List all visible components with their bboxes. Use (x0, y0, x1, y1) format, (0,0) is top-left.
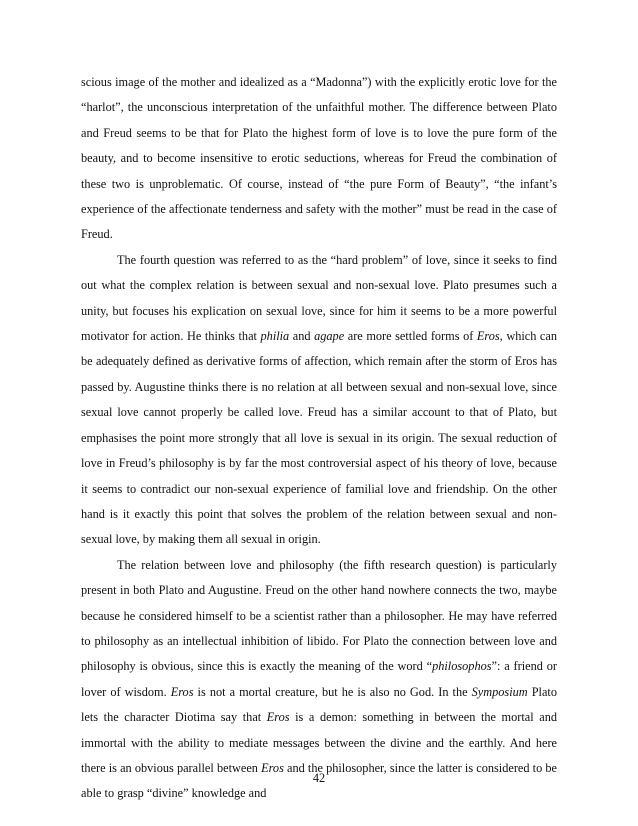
page-number: 42 (312, 771, 326, 785)
italic-text: Eros (170, 684, 194, 699)
text-run: The relation between love and philosophy (the fifth research question) is particularly present in both Plato and Augustine. Freud on the other hand nowhere connects the two, maybe because he considered himself to be a scientist rather than a philosopher. He may have referred to philosophy as an intellectual inhibition of libido. For Plato the connection between love and philosophy is obvious, since this is exactly the meaning of the word “ (81, 557, 557, 674)
italic-text: Eros (476, 329, 500, 344)
italic-text: Eros (266, 710, 290, 725)
text-run: ”: a friend or lover of wisdom. (81, 659, 557, 699)
text-run: is a demon: something in between the mortal and immortal with the ability to mediate messages between the divine and the earthly. And here there is an obvious parallel between (81, 710, 557, 775)
italic-text: philosophos (432, 659, 492, 674)
text-run: The fourth question was referred to as the “hard problem” of love, since it seeks to find out what the complex relation is between sexual and non-sexual love. Plato presumes such a unity, but focuses his explication on sexual love, since for him it seems to be a more powerful motivator for action. He thinks that (81, 252, 557, 344)
text-run: scious image of the mother and idealized as a “Madonna”) with the explicitly erotic love for the “harlot”, the unconscious interpretation of the unfaithful mother. The difference between Plato and Freud seems to be that for Plato the highest form of love is to love the pure form of the beauty, and to become insensitive to erotic seductions, whereas for Freud the combination of these two is unproblematic. Of course, instead of “the pure Form of Beauty”, “the infant’s experience of the affectionate tenderness and safety with the mother” must be read in the case of Freud. (81, 75, 557, 242)
text-run: , which can be adequately defined as derivative forms of affection, which remain after the storm of Eros has passed by. Augustine thinks there is no relation at all between sexual and non-sexual love, since sexual love cannot properly be called love. Freud has a similar account to that of Plato, but emphasises the point more strongly that all love is sexual in its origin. The sexual reduction of love in Freud’s philosophy is by far the most controversial aspect of his theory of love, because it seems to contradict our non-sexual experience of familial love and friendship. On the other hand is it exactly this point that solves the problem of the relation between sexual and non-sexual love, by making them all sexual in origin. (81, 329, 557, 547)
italic-text: agape (314, 329, 345, 344)
paragraph-3 (81, 553, 557, 807)
body-text (81, 70, 557, 807)
text-run: and (289, 329, 315, 344)
text-run: Plato lets the character Diotima say that (81, 684, 557, 725)
italic-text: Eros (261, 760, 284, 775)
text-run: is not a mortal creature, but he is also no God. In the (193, 684, 472, 699)
italic-text: philia (260, 329, 290, 344)
paragraph-2 (81, 248, 557, 553)
italic-text: Symposium (471, 684, 528, 699)
text-run: are more settled forms of (344, 329, 477, 344)
paragraph-1 (81, 70, 557, 248)
text-run: and the philosopher, since the latter is considered to be able to grasp “divine” knowledge and (81, 760, 557, 801)
